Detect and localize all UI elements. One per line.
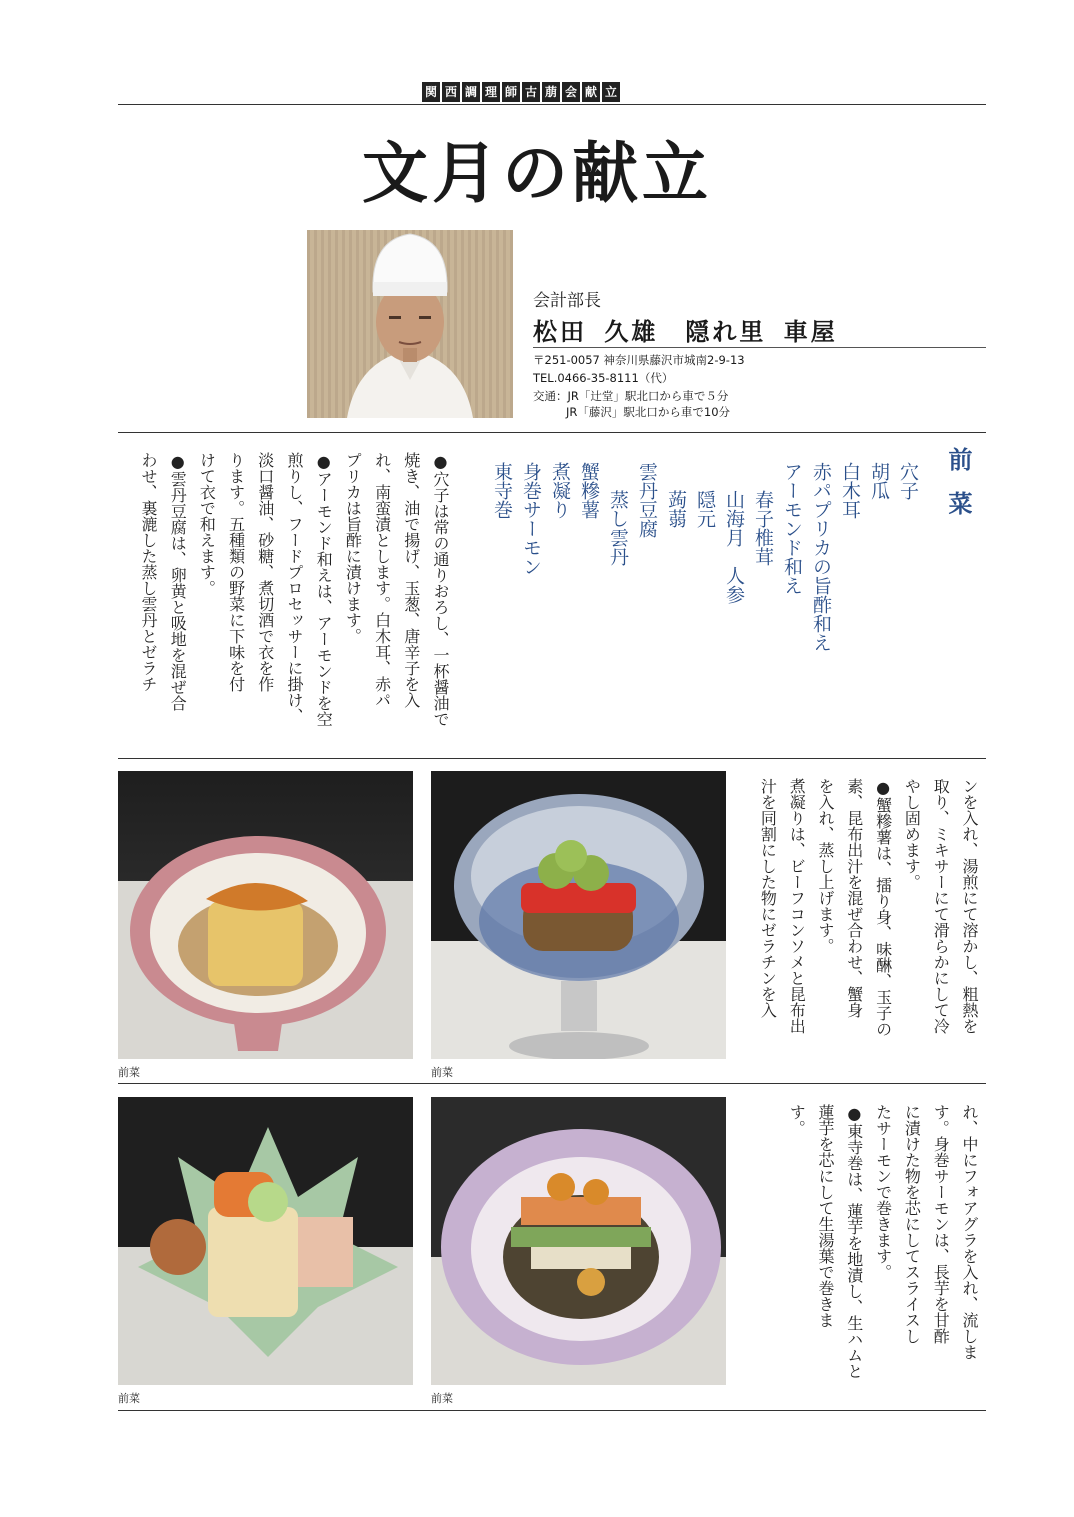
menu-item: 東寺巻 xyxy=(491,462,513,519)
series-char: 西 xyxy=(442,82,460,102)
section-rule-3 xyxy=(118,1083,986,1084)
body-text-column: ●アーモンド和えは、アーモンドを空 xyxy=(314,452,334,727)
header-rule xyxy=(118,104,986,105)
body-text-column: けて衣で和えます。 xyxy=(197,452,217,596)
menu-item: 白木耳 xyxy=(839,462,861,519)
body-text-column: ります。五種類の野菜に下味を付 xyxy=(226,452,246,692)
body-text-column: プリカは旨酢に漬けます。 xyxy=(343,452,363,644)
series-char: 立 xyxy=(602,82,620,102)
body-text-column: 煮凝りは、ビーフコンソメと昆布出 xyxy=(787,778,807,1034)
series-char: 師 xyxy=(502,82,520,102)
body-text-column: 蓮芋を芯にして生湯葉で巻きま xyxy=(816,1104,835,1328)
body-text-column: ンを入れ、湯煎にて溶かし、粗熱を xyxy=(960,778,979,1034)
menu-item: 穴子 xyxy=(897,462,919,500)
chef-name: 松田 久雄 隠れ里 車屋 xyxy=(533,318,838,346)
dish-photo-leaf-plate xyxy=(118,1097,413,1385)
menu-item: 蟹糝薯 xyxy=(578,462,600,519)
caption-4: 前菜 xyxy=(431,1392,453,1405)
body-text-column: れ、中にフォアグラを入れ、流しま xyxy=(960,1104,979,1360)
body-text-column: 煎りし、フードプロセッサーに掛け、 xyxy=(285,452,304,724)
body-text-column: 焼き、油で揚げ、玉葱、唐辛子を入 xyxy=(401,452,421,708)
section-rule-2 xyxy=(118,758,986,759)
body-text-column: す。身巻サーモンは、長芋を甘酢 xyxy=(931,1104,951,1344)
dish-photo-lilac-bowl xyxy=(431,1097,726,1385)
series-char: 会 xyxy=(562,82,580,102)
menu-item: 胡瓜 xyxy=(868,462,890,500)
chef-rule xyxy=(533,347,986,348)
dish-photo-uni-tofu xyxy=(118,771,413,1059)
dish-photo-glass xyxy=(431,771,726,1059)
series-char: 理 xyxy=(482,82,500,102)
series-char: 献 xyxy=(582,82,600,102)
caption-1: 前菜 xyxy=(118,1066,140,1079)
body-text-column: たサーモンで巻きます。 xyxy=(873,1104,893,1280)
chef-access-2: JR「藤沢」駅北口から車で10分 xyxy=(566,405,731,419)
menu-item: 煮凝り xyxy=(549,462,571,519)
body-text-column: わせ、裏漉した蒸し雲丹とゼラチ xyxy=(139,452,158,692)
body-text-column: す。 xyxy=(787,1104,807,1136)
body-text-column: ●雲丹豆腐は、卵黄と吸地を混ぜ合 xyxy=(168,452,188,711)
chef-address: 〒251-0057 神奈川県藤沢市城南2-9-13 xyxy=(533,353,745,367)
series-char: 関 xyxy=(422,82,440,102)
series-char: 古 xyxy=(522,82,540,102)
section-rule-1 xyxy=(118,432,986,433)
menu-item: 隠元 xyxy=(694,490,716,528)
menu-item: 雲丹豆腐 xyxy=(636,462,658,538)
body-text-column: 取り、ミキサーにて滑らかにして冷 xyxy=(931,778,951,1034)
section-rule-4 xyxy=(118,1410,986,1411)
body-text-column: ●蟹糝薯は、擂り身、味醂、玉子の xyxy=(873,778,893,1037)
series-badge xyxy=(422,82,620,102)
caption-3: 前菜 xyxy=(118,1392,140,1405)
menu-item: アーモンド和え xyxy=(781,462,803,595)
menu-heading: 前菜 xyxy=(944,447,972,535)
page-title: 文月の献立 xyxy=(362,134,712,212)
menu-item: 春子椎茸 xyxy=(752,490,774,566)
chef-tel: TEL.0466-35-8111（代） xyxy=(533,371,674,385)
menu-item: 山海月 人参 xyxy=(723,490,745,604)
caption-2: 前菜 xyxy=(431,1066,453,1079)
series-char: 萠 xyxy=(542,82,560,102)
menu-item: 蒟蒻 xyxy=(665,490,687,528)
body-text-column: ●東寺巻は、蓮芋を地漬し、生ハムと xyxy=(844,1104,864,1379)
body-text-column: ●穴子は常の通りおろし、一杯醤油で xyxy=(431,452,450,727)
body-text-column: を入れ、蒸し上げます。 xyxy=(816,778,835,954)
series-char: 調 xyxy=(462,82,480,102)
body-text-column: に漬けた物を芯にしてスライスし xyxy=(902,1104,922,1344)
body-text-column: 素、昆布出汁を混ぜ合わせ、蟹身 xyxy=(844,778,864,1018)
body-text-column: 淡口醤油、砂糖、煮切酒で衣を作 xyxy=(255,452,275,692)
menu-item: 蒸し雲丹 xyxy=(607,490,629,566)
menu-item: 赤パプリカの旨酢和え xyxy=(810,462,832,652)
body-text-column: 汁を同割にした物にゼラチンを入 xyxy=(758,778,778,1018)
menu-item: 身巻サーモン xyxy=(520,462,542,576)
body-text-column: やし固めます。 xyxy=(902,778,922,890)
body-text-column: れ、南蛮漬とします。白木耳、赤パ xyxy=(372,452,392,708)
chef-access-1: 交通：JR「辻堂」駅北口から車で５分 xyxy=(533,389,729,403)
chef-photo xyxy=(307,230,513,418)
chef-role: 会計部長 xyxy=(533,291,601,311)
